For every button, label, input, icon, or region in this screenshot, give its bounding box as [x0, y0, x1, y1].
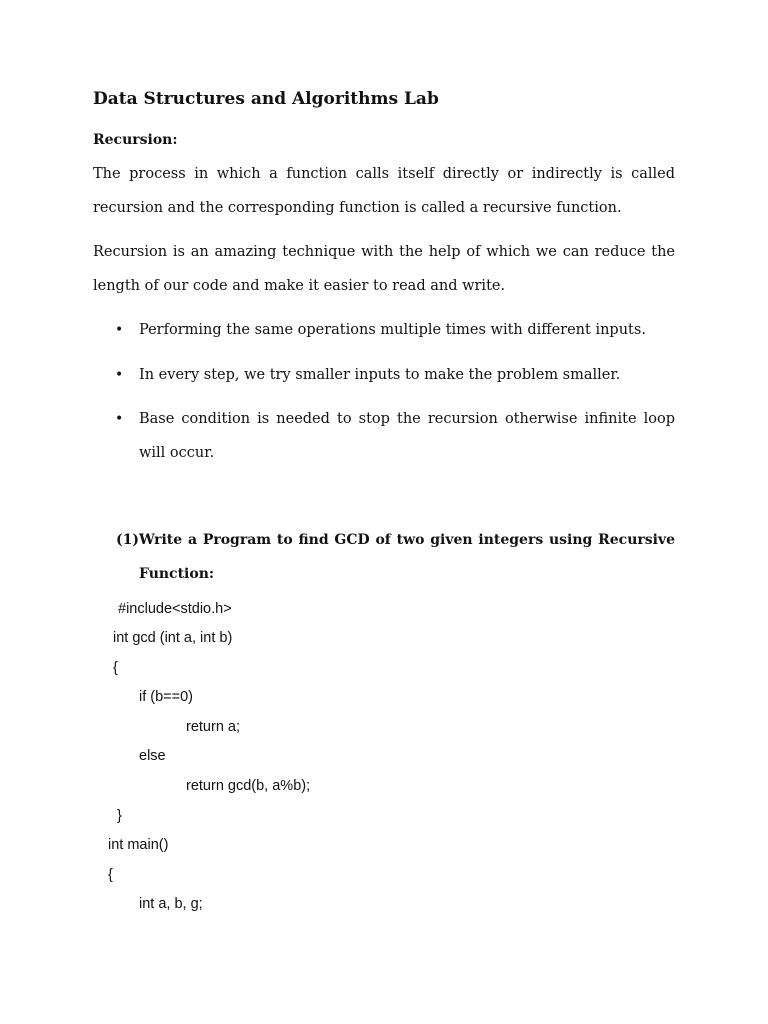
paragraph-2-line-1: Recursion is an amazing technique with the help of which we can reduce the — [93, 244, 675, 260]
code-line-main: int main() — [108, 837, 169, 853]
code-line-gcd-signature: int gcd (int a, int b) — [113, 630, 233, 646]
section-heading: Recursion: — [93, 132, 178, 148]
code-line-open-brace: { — [113, 660, 118, 676]
paragraph-1-line-2: recursion and the corresponding function is called a recursive function. — [93, 200, 622, 216]
page-title: Data Structures and Algorithms Lab — [93, 89, 439, 109]
code-line-if: if (b==0) — [139, 689, 193, 705]
question-number: (1) — [116, 532, 139, 548]
code-line-declare-vars: int a, b, g; — [139, 896, 203, 912]
bullet-marker: • — [115, 411, 124, 427]
question-text-line-2: Function: — [139, 566, 215, 582]
bullet-marker: • — [115, 367, 124, 383]
code-line-else: else — [139, 748, 166, 764]
bullet-1-text: Performing the same operations multiple times with different inputs. — [139, 322, 646, 338]
code-line-main-open-brace: { — [108, 867, 113, 883]
code-line-close-brace: } — [117, 808, 122, 824]
bullet-3-text-line-2: will occur. — [139, 445, 215, 461]
code-line-return-a: return a; — [186, 719, 240, 735]
bullet-2-text: In every step, we try smaller inputs to make the problem smaller. — [139, 367, 621, 383]
code-line-return-gcd: return gcd(b, a%b); — [186, 778, 311, 794]
code-line-include: #include<stdio.h> — [118, 601, 232, 617]
paragraph-2-line-2: length of our code and make it easier to read and write. — [93, 278, 506, 294]
bullet-marker: • — [115, 322, 124, 338]
bullet-3-text-line-1: Base condition is needed to stop the recursion otherwise infinite loop — [139, 411, 675, 427]
question-text-line-1: Write a Program to find GCD of two given integers using Recursive — [139, 532, 675, 548]
paragraph-1-line-1: The process in which a function calls itself directly or indirectly is called — [93, 166, 675, 182]
